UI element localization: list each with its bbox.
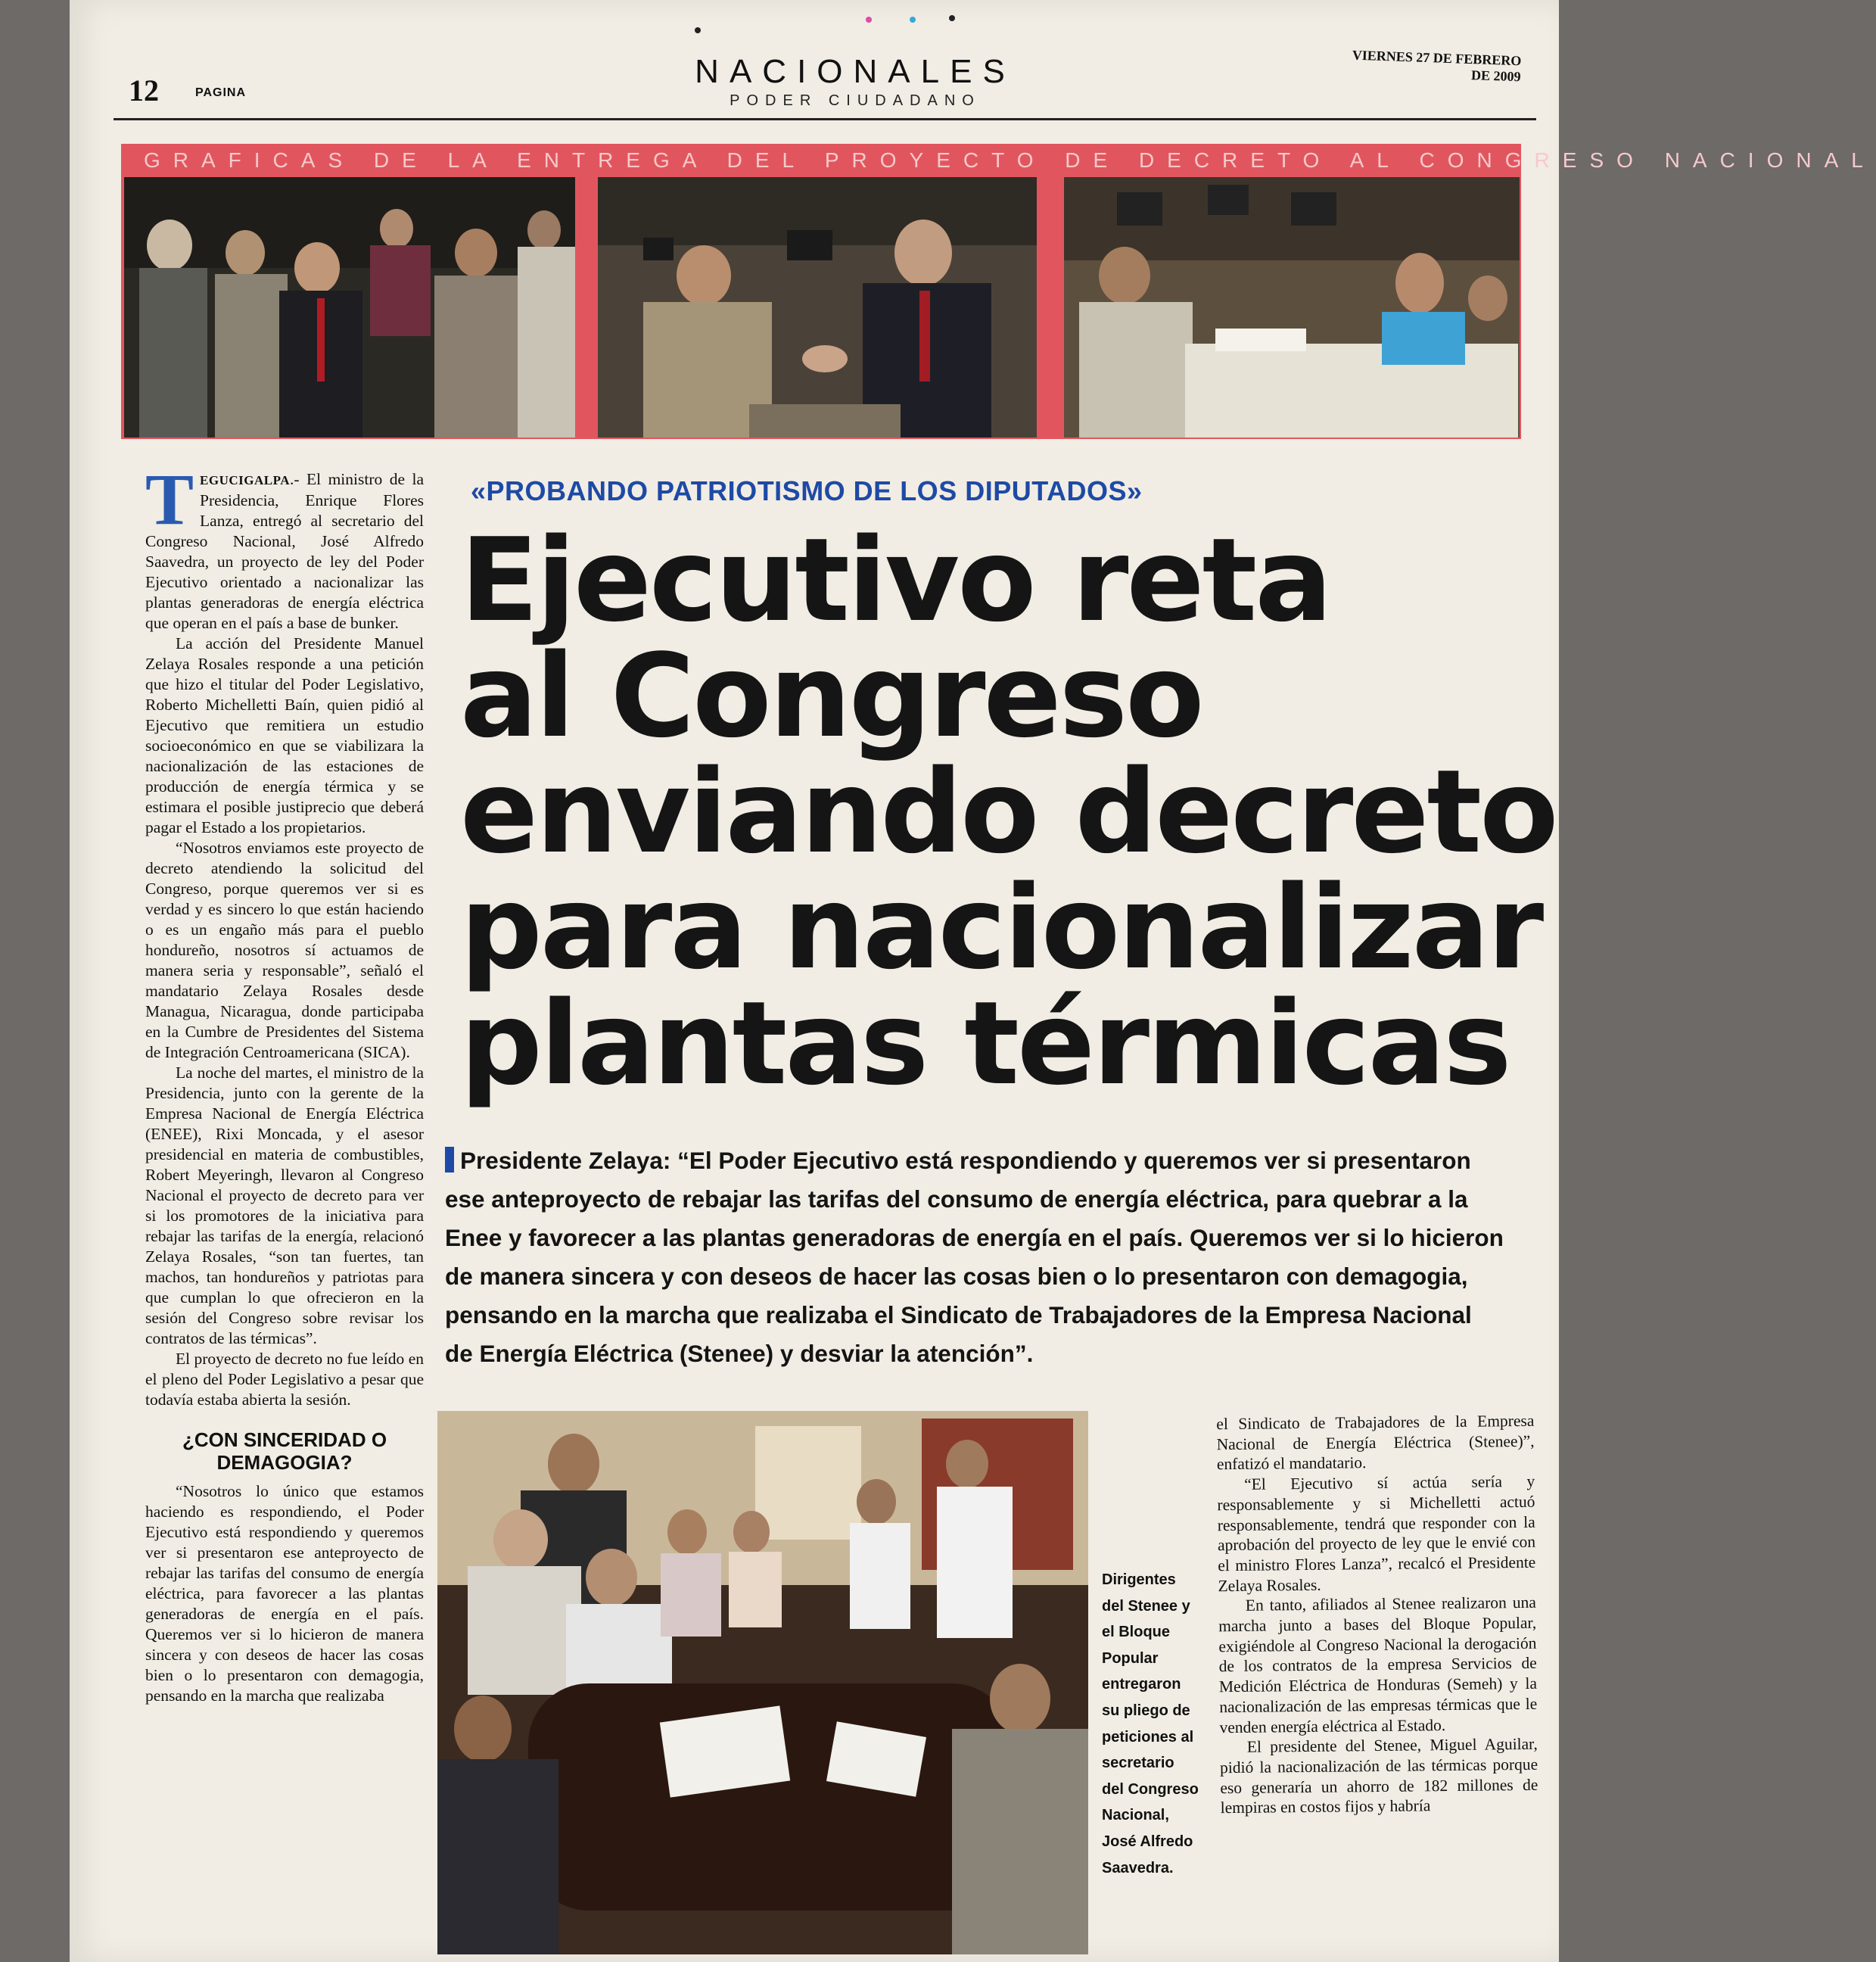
- photo-officials-walking: [124, 177, 575, 438]
- header-rule: [114, 118, 1536, 120]
- headline-kicker: «PROBANDO PATRIOTISMO DE LOS DIPUTADOS»: [471, 475, 1143, 506]
- pull-quote-text: Presidente Zelaya: “El Poder Ejecutivo está respondiendo y queremos ver si presentaron ese anteproyecto de rebajar las tarifas del consumo de energía eléctrica, para quebrar a la Enee y favorecer a las plantas generadoras de energía en el país. Queremos ver si lo hicieron de manera sincera y con deseos de hacer las cosas bien o lo presentaron con demagogia, pensando en la marcha que realizaba el Sindicato de Trabajadores de la Empresa Nacional de Energía Eléctrica (Stenee) y desviar la atención”.: [445, 1147, 1504, 1367]
- photo-meeting-table: [437, 1411, 1088, 1954]
- photo-caption: Dirigentes del Stenee y el Bloque Popular entregaron su pliego de peticiones al secretario del Congreso Nacional, José Alfredo Saavedra.: [1102, 1571, 1199, 1876]
- photo-signing-desk-image: [1064, 177, 1520, 438]
- headline-line: plantas térmicas: [460, 976, 1510, 1110]
- registration-marks: [70, 11, 1559, 26]
- subhead: ¿CON SINCERIDAD O DEMAGOGIA?: [182, 1428, 387, 1474]
- headline-line: al Congreso: [460, 629, 1202, 763]
- lead-text: .- El ministro de la Presidencia, Enrique Flores Lanza, entregó al secretario del Congreso Nacional, José Alfredo Saavedra, un proyecto de ley del Poder Ejecutivo orientado a nacionalizar las plantas generadoras de energía eléctrica que operan en el país a base de bunker.: [145, 470, 424, 632]
- section-subtitle: PODER CIUDADANO: [730, 92, 981, 109]
- body-paragraph: El proyecto de decreto no fue leído en el pleno del Poder Legislativo a pesar que todavía estaba abierta la sesión.: [145, 1350, 424, 1409]
- body-paragraph: En tanto, afiliados al Stenee realizaron una marcha junto a bases del Bloque Popular, exigiéndole al Congreso Nacional la derogación de los contratos de la empresa Servicios de Medición Eléctrica de Honduras (Semeh) y la nacionalización de las empresas térmicas que le venden energía eléctrica al Estado.: [1218, 1593, 1538, 1736]
- body-paragraph: “Nosotros enviamos este proyecto de decreto atendiendo la solicitud del Congreso, porque queremos ver si es verdad y es sincero lo que están haciendo o es un engaño más para el pueblo hondureño, nosotros sí actuamos de manera seria y responsable”, señaló el mandatario Zelaya Rosales desde Managua, Nicaragua, donde participaba en la Cumbre de Presidentes del Sistema de Integración Centroamericana (SICA).: [145, 839, 424, 1061]
- body-paragraph: “El Ejecutivo sí actúa sería y responsablemente y si Michelletti actuó responsablemente, tendrá que responder con la aprobación del proyecto de ley que le envié con el ministro Flores Lanza”, recalcó el Presidente Zelaya Rosales.: [1217, 1472, 1536, 1595]
- body-paragraph: el Sindicato de Trabajadores de la Empresa Nacional de Energía Eléctrica (Stenee)”, enfatizó el mandatario.: [1216, 1411, 1535, 1474]
- photo-signing-desk: [1064, 177, 1520, 438]
- section-title: NACIONALES: [695, 53, 1016, 90]
- drop-cap: T: [145, 459, 194, 540]
- photo-strip: [121, 144, 1876, 439]
- registration-dot-cyan: [910, 17, 916, 23]
- headline-line: para nacionalizar: [460, 861, 1542, 995]
- headline-line: enviando decreto: [460, 745, 1557, 879]
- issue-date: VIERNES 27 DE FEBRERO DE 2009: [1352, 47, 1522, 85]
- page-number: 12: [129, 73, 159, 107]
- pull-quote: [445, 1141, 1504, 1373]
- page-label: PAGINA: [195, 86, 247, 99]
- photo-strip-title: GRAFICAS DE LA ENTREGA DEL PROYECTO DE DECRETO AL CONGRESO NACIONAL: [144, 148, 1876, 172]
- headline-line: Ejecutivo reta: [460, 513, 1330, 647]
- article-left-column: [145, 459, 424, 1706]
- registration-dot-black: [695, 27, 701, 33]
- body-paragraph: La noche del martes, el ministro de la Presidencia, junto con la gerente de la Empresa Nacional de Energía Eléctrica (ENEE), Rixi Moncada, y el asesor presidencial en materia de combustibles, Robert Meyeringh, llevaron al Congreso Nacional el proyecto de decreto para ver si los promotores de la iniciativa para rebajar las tarifas de la energía, relacionó Zelaya Rosales, “son tan fuertes, tan machos, tan hondureños y patriotas para que cumplan lo que ofrecieron en la sesión del Congreso sobre revisar los contratos de las térmicas”.: [145, 1064, 424, 1347]
- article-right-column: [1216, 1411, 1538, 1818]
- lead-paragraph: [145, 459, 424, 634]
- registration-dot-magenta: [866, 17, 872, 23]
- body-paragraph: “Nosotros lo único que estamos haciendo es respondiendo, el Poder Ejecutivo está respondiendo y queremos ver si presentaron ese anteproyecto de rebajar las tarifas del consumo de energía eléctrica, para favorecer a las plantas generadoras de energía en el país. Queremos ver si lo hicieron de manera sincera y con deseos de hacer las cosas bien o lo presentaron con demagogia, pensando en la marcha que realizaba: [145, 1482, 424, 1705]
- photo-meeting-table-image: [437, 1411, 1088, 1954]
- body-paragraph: La acción del Presidente Manuel Zelaya Rosales responde a una petición que hizo el titular del Poder Legislativo, Roberto Michelletti Baín, quien pidió al Ejecutivo que remitiera un estudio socioeconómico en que se viabilizara la nacionalización de las estaciones de producción de energía térmica y se estimara el posible justiprecio que deberá pagar el Estado a los propietarios.: [145, 634, 424, 836]
- photo-officials-walking-image: [124, 177, 575, 438]
- photo-handshake: [598, 177, 1037, 438]
- dateline: EGUCIGALPA: [200, 473, 291, 487]
- photo-handshake-image: [598, 177, 1037, 438]
- pull-quote-marker: [445, 1147, 454, 1173]
- registration-dot-black-2: [949, 15, 955, 21]
- body-paragraph: El presidente del Stenee, Miguel Aguilar, pidió la nacionalización de las térmicas porque eso generaría un ahorro de 182 millones de lempiras en costos fijos y habría: [1219, 1735, 1538, 1817]
- headline: [460, 513, 1557, 1110]
